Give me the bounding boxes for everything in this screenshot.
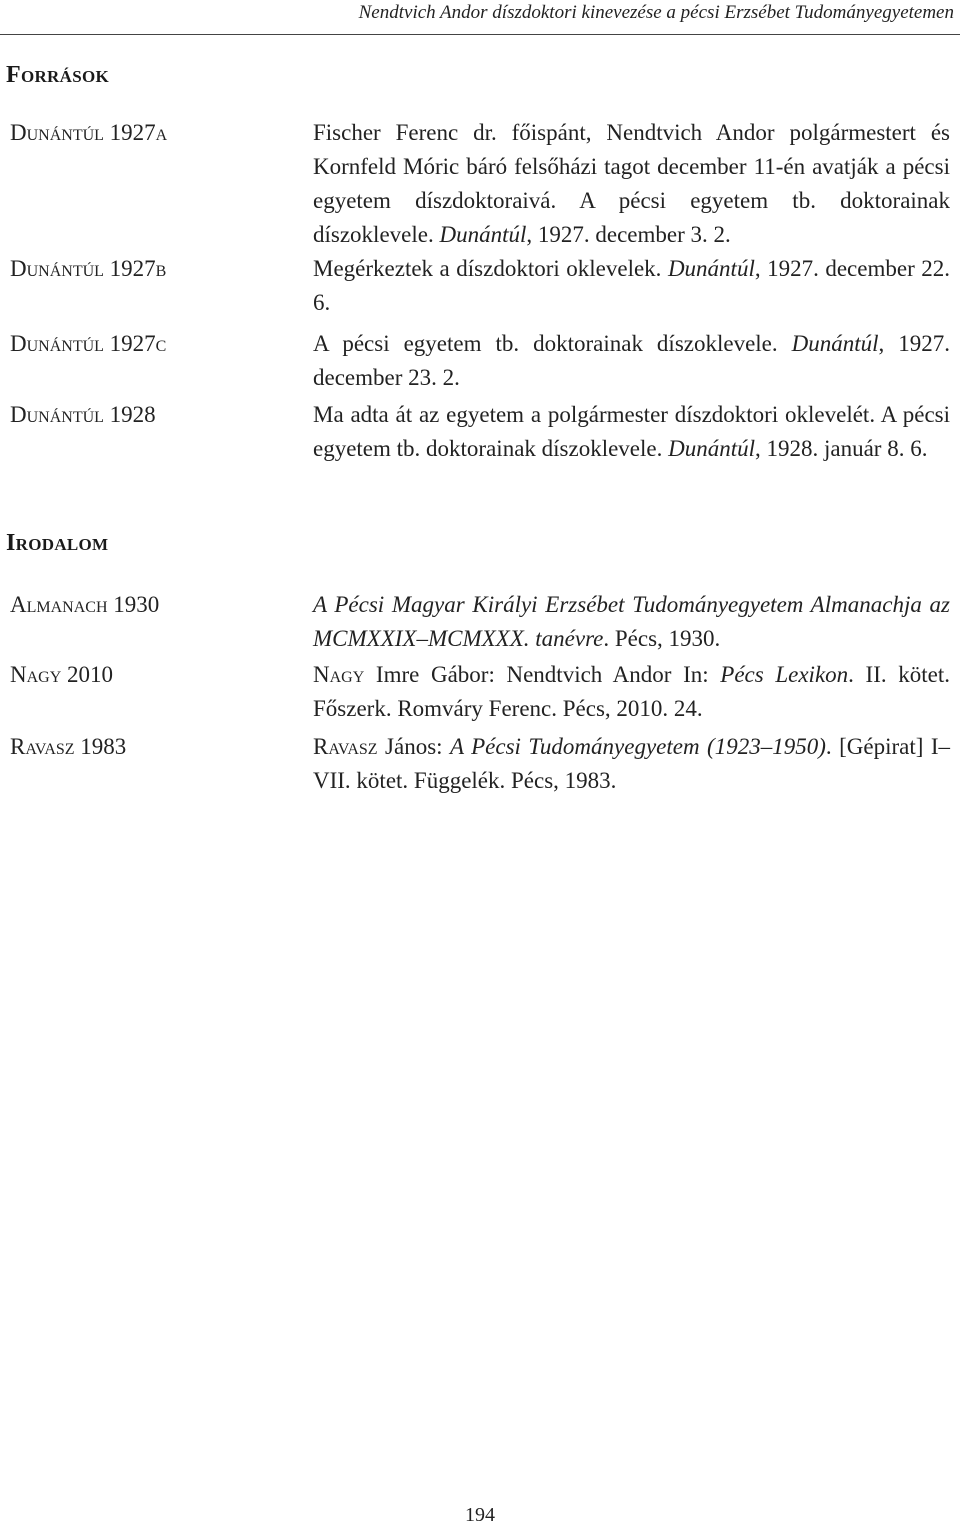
work-title: Pécs Lexikon	[720, 662, 849, 687]
entry-text: Ravasz János: A Pécsi Tudományegyetem (1923–1950). [Gépirat] I–VII. kötet. Függelék. Pécs, 1983.	[313, 734, 951, 793]
entry-text: A Pécsi Magyar Királyi Erzsébet Tudományegyetem Almanachja az MCMXXIX–MCMXXX. tanévre. Pécs, 1930.	[313, 592, 950, 651]
entry-key: Dunántúl 1927a	[10, 120, 168, 145]
entry-key: Ravasz 1983	[10, 734, 127, 759]
section-heading-sources: Források	[6, 62, 110, 88]
entry-key: Almanach 1930	[10, 592, 160, 617]
entry-key: Dunántúl 1927c	[10, 331, 167, 356]
running-title: Nendtvich Andor díszdoktori kinevezése a pécsi Erzsébet Tudományegyetemen	[358, 2, 954, 23]
entry-key: Dunántúl 1927b	[10, 256, 167, 281]
entry-text: Ma adta át az egyetem a polgármester díszdoktori oklevelét. A pécsi egyetem tb. doktorainak díszoklevele. Dunántúl, 1928. január 8. 6.	[313, 402, 950, 461]
journal-title: Dunántúl	[791, 331, 879, 356]
entry-text: A pécsi egyetem tb. doktorainak díszoklevele. Dunántúl, 1927. december 23. 2.	[313, 331, 950, 390]
entry-text: Megérkeztek a díszdoktori oklevelek. Dunántúl, 1927. december 22. 6.	[313, 256, 950, 315]
header-rule	[0, 34, 960, 35]
journal-title: Dunántúl	[439, 222, 527, 247]
journal-title: Dunántúl	[668, 436, 755, 461]
entry-key: Nagy 2010	[10, 662, 114, 687]
entry-key: Dunántúl 1928	[10, 402, 156, 427]
work-title: A Pécsi Tudományegyetem (1923–1950)	[450, 734, 826, 759]
work-title: A Pécsi Magyar Királyi Erzsébet Tudományegyetem Almanachja az MCMXXIX–MCMXXX. tanévre	[313, 592, 950, 651]
entry-text: Nagy Imre Gábor: Nendtvich Andor In: Pécs Lexikon. II. kötet. Főszerk. Romváry Ferenc. Pécs, 2010. 24.	[313, 662, 950, 721]
author-surname: Nagy	[313, 662, 365, 687]
entry-text: Fischer Ferenc dr. főispánt, Nendtvich Andor polgármestert és Kornfeld Móric báró felsőházi tagot december 11-én avatják a pécsi egyetem díszdoktoraivá. A pécsi egyetem tb. doktorainak díszoklevele. Dunántúl, 1927. december 3. 2.	[313, 120, 950, 247]
author-surname: Ravasz	[313, 734, 378, 759]
page-number: 194	[465, 1504, 495, 1526]
journal-title: Dunántúl	[667, 256, 755, 281]
section-heading-literature: Irodalom	[6, 530, 109, 556]
